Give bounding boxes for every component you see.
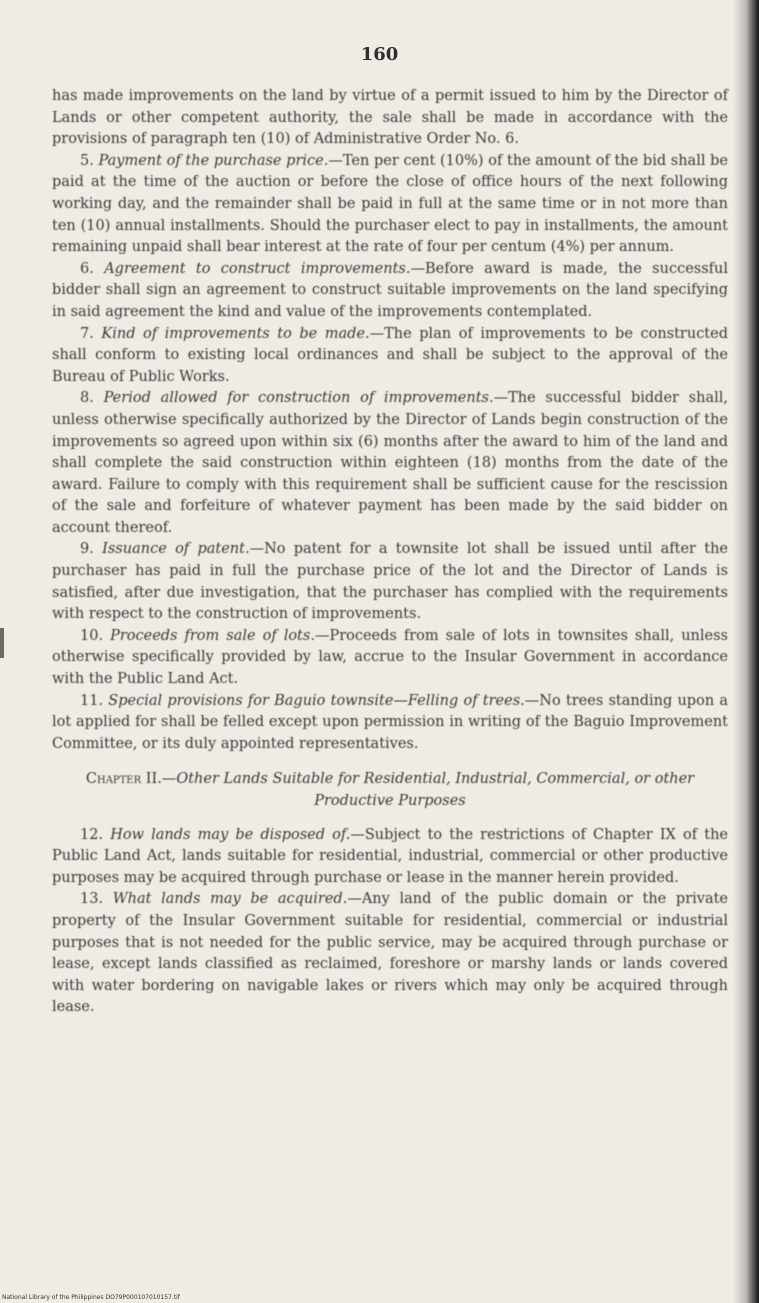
section-body: —Before award is made, the successful bidder shall sign an agreement to construct suitable improvements on the land specifying in said agreement the kind and value of the improvements contemplated.: [52, 260, 729, 320]
section-number: 7.: [80, 325, 94, 342]
chapter-label: Chapter II.: [85, 771, 162, 788]
section-body: —Any land of the public domain or the private property of the Insular Government suitable for residential, commercial or industrial purposes that is not needed for the public service, may be acquired through purchase or lease, except lands classified as reclaimed, foreshore or marshy lands or lands covered with water bordering on navigable lakes or rivers which may only be acquired through lease.: [52, 891, 729, 1016]
section-paragraph: [52, 259, 728, 324]
section-paragraph: [52, 889, 728, 1019]
section-number: 9.: [80, 541, 94, 558]
section-body: —No patent for a townsite lot shall be issued until after the purchaser has paid in full the purchase price of the lot and the Director of Lands is satisfied, after due investigation, that the purchaser has complied with the requirements with respect to the construction of improvements.: [52, 541, 728, 623]
section-caption: Proceeds from sale of lots.: [110, 627, 315, 644]
body-text: [52, 86, 728, 1019]
chapter-title: —Other Lands Suitable for Residential, Industrial, Commercial, or other Productive Purposes: [161, 771, 695, 809]
section-body: —The successful bidder shall, unless otherwise specifically authorized by the Director of Lands begin construction of the improvements so agreed upon within six (6) months after the award to him of the land and shall complete the said construction within eighteen (18) months from the date of the award. Failure to comply with this requirement shall be sufficient cause for the rescission of the sale and forfeiture of whatever payment has been made by the said bidder on account thereof.: [52, 390, 728, 536]
section-caption: Payment of the purchase price.: [98, 152, 329, 169]
section-number: 10.: [80, 627, 104, 644]
sections-part-2: [52, 825, 728, 1019]
page-number: 160: [360, 44, 399, 65]
section-number: 8.: [80, 390, 94, 407]
section-number: 11.: [80, 692, 104, 709]
section-caption: Agreement to construct improvements.: [104, 260, 411, 277]
section-body: —The plan of improvements to be constructed shall conform to existing local ordinances and shall be subject to the approval of the Bureau of Public Works.: [52, 325, 729, 385]
section-paragraph: [52, 151, 728, 259]
section-caption: What lands may be acquired.: [112, 891, 348, 908]
section-paragraph: [52, 388, 728, 539]
section-number: 5.: [80, 152, 94, 169]
section-number: 6.: [80, 260, 94, 277]
section-number: 12.: [80, 826, 104, 843]
sections-part-1: [52, 151, 728, 756]
binding-shadow: [733, 0, 759, 1303]
section-body: —Ten per cent (10%) of the amount of the bid shall be paid at the time of the auction or before the close of office hours of the next following working day, and the remainder shall be paid in full at the same time or in not more than ten (10) annual installments. Should the purchaser elect to pay in installments, the amount remaining unpaid shall bear interest at the rate of four per centum (4%) per annum.: [52, 152, 729, 256]
section-caption: Issuance of patent.: [102, 541, 250, 558]
section-number: 13.: [80, 891, 104, 908]
section-paragraph: [52, 825, 728, 890]
margin-mark: [0, 628, 4, 658]
section-body: —No trees standing upon a lot applied for shall be felled except upon permission in writing of the Baguio Improvement Committee, or its duly appointed representatives.: [52, 692, 729, 752]
section-paragraph: [52, 539, 728, 625]
section-caption: How lands may be disposed of.: [110, 826, 351, 843]
section-caption: Period allowed for construction of improvements.: [103, 390, 494, 407]
section-caption: Kind of improvements to be made.: [101, 325, 370, 342]
section-caption: Special provisions for Baguio townsite—Felling of trees.: [108, 692, 525, 709]
section-body: —Proceeds from sale of lots in townsites shall, unless otherwise specifically provided by law, accrue to the Insular Government in accordance with the Public Land Act.: [52, 627, 728, 688]
chapter-heading: [52, 769, 728, 812]
section-paragraph: [52, 626, 728, 691]
section-paragraph: [52, 324, 728, 389]
footer-credit: National Library of the Philippines DO79P000107010157.tif: [2, 1294, 180, 1301]
section-paragraph: [52, 691, 728, 756]
continuation-paragraph: has made improvements on the land by virtue of a permit issued to him by the Director of Lands or other competent authority, the sale shall be made in accordance with the provisions of paragraph ten (10) of Administrative Order No. 6.: [52, 88, 728, 148]
section-body: —Subject to the restrictions of Chapter IX of the Public Land Act, lands suitable for residential, industrial, commercial or other productive purposes may be acquired through purchase or lease in the manner herein provided.: [52, 826, 728, 886]
